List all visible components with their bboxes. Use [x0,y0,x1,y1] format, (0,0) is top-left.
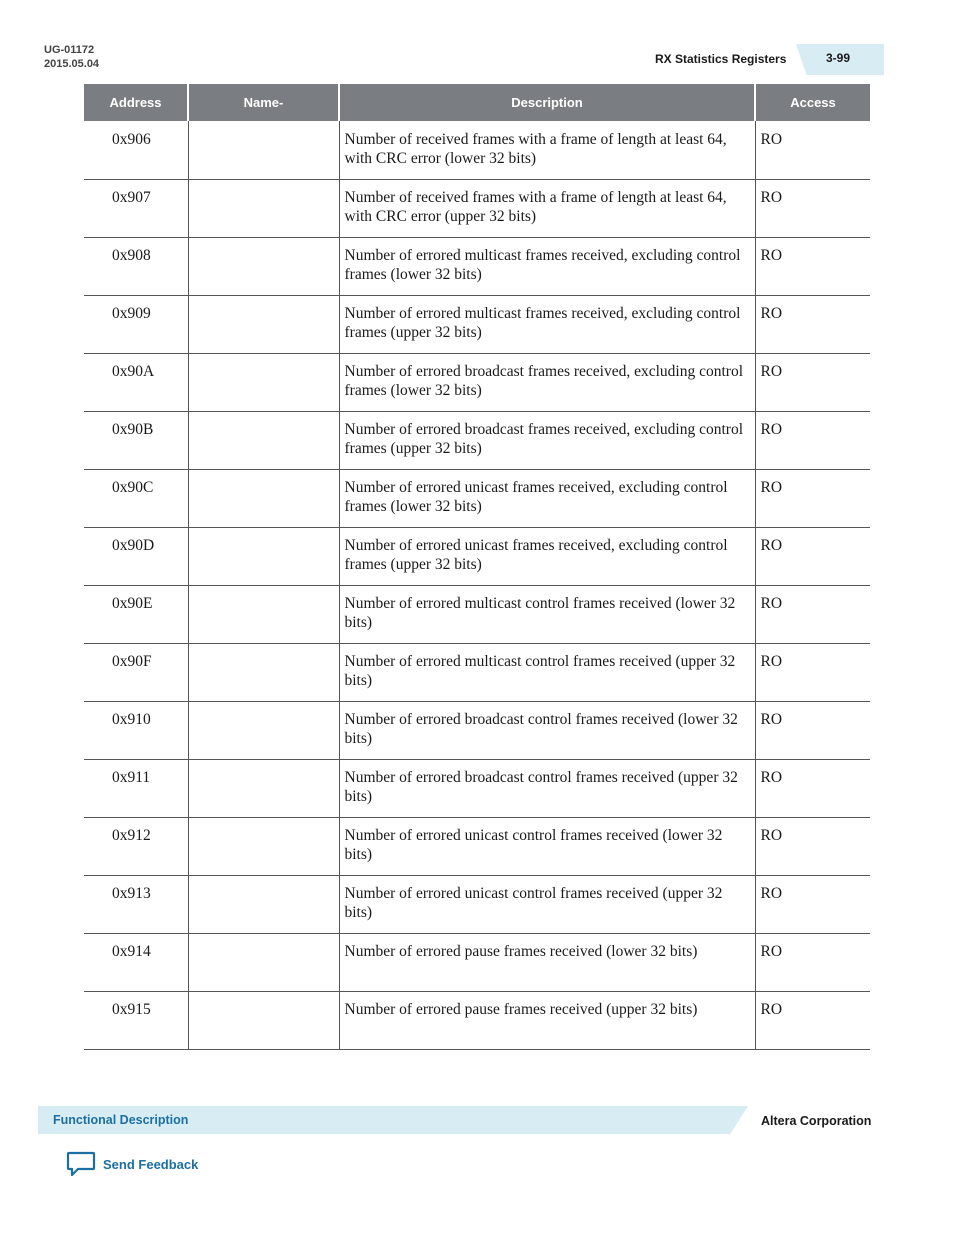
send-feedback-label: Send Feedback [103,1157,199,1172]
table-row [84,527,870,585]
cell-address: 0x90B [84,411,188,469]
register-table [84,84,870,1050]
column-header-description: Description [339,84,755,121]
send-feedback-link[interactable] [66,1150,198,1183]
cell-access: RO [755,237,870,295]
cell-address: 0x90C [84,469,188,527]
table-row [84,411,870,469]
cell-name [188,353,339,411]
doc-identifier [44,43,99,71]
table-row [84,353,870,411]
cell-access: RO [755,701,870,759]
cell-address: 0x914 [84,933,188,991]
cell-access: RO [755,179,870,237]
cell-name [188,527,339,585]
table-row [84,875,870,933]
doc-date: 2015.05.04 [44,58,100,70]
cell-name [188,643,339,701]
cell-address: 0x911 [84,759,188,817]
cell-description: Number of received frames with a frame of length at least 64, with CRC error (upper 32 bits) [339,179,755,237]
cell-access: RO [755,121,870,179]
cell-name [188,121,339,179]
table-row [84,121,870,179]
cell-access: RO [755,991,870,1049]
cell-address: 0x90F [84,643,188,701]
table-row [84,991,870,1049]
cell-address: 0x90D [84,527,188,585]
cell-description: Number of errored multicast frames received, excluding control frames (upper 32 bits) [339,295,755,353]
cell-description: Number of errored unicast control frames received (upper 32 bits) [339,875,755,933]
table-row [84,469,870,527]
cell-name [188,295,339,353]
cell-name [188,411,339,469]
cell-address: 0x910 [84,701,188,759]
cell-access: RO [755,527,870,585]
section-title: RX Statistics Registers [655,52,787,66]
cell-address: 0x912 [84,817,188,875]
cell-name [188,759,339,817]
cell-name [188,179,339,237]
cell-access: RO [755,875,870,933]
footer-section-link[interactable]: Functional Description [53,1113,189,1127]
cell-address: 0x915 [84,991,188,1049]
cell-description: Number of errored broadcast frames received, excluding control frames (upper 32 bits) [339,411,755,469]
cell-access: RO [755,817,870,875]
table-row [84,585,870,643]
cell-access: RO [755,353,870,411]
cell-description: Number of errored broadcast control frames received (lower 32 bits) [339,701,755,759]
cell-description: Number of errored unicast frames received, excluding control frames (lower 32 bits) [339,469,755,527]
cell-description: Number of errored unicast control frames received (lower 32 bits) [339,817,755,875]
table-row [84,179,870,237]
cell-description: Number of errored pause frames received (lower 32 bits) [339,933,755,991]
column-header-access: Access [755,84,870,121]
cell-description: Number of errored pause frames received (upper 32 bits) [339,991,755,1049]
cell-name [188,469,339,527]
cell-description: Number of errored multicast control frames received (lower 32 bits) [339,585,755,643]
cell-address: 0x907 [84,179,188,237]
table-row [84,295,870,353]
cell-name [188,875,339,933]
table-row [84,759,870,817]
speech-bubble-icon [66,1150,96,1183]
cell-access: RO [755,411,870,469]
cell-address: 0x906 [84,121,188,179]
cell-name [188,701,339,759]
cell-address: 0x90E [84,585,188,643]
cell-name [188,817,339,875]
table-row [84,701,870,759]
cell-access: RO [755,933,870,991]
table-body [84,121,870,1049]
table-header-row [84,84,870,121]
cell-description: Number of errored multicast control frames received (upper 32 bits) [339,643,755,701]
cell-name [188,237,339,295]
cell-address: 0x908 [84,237,188,295]
cell-access: RO [755,643,870,701]
page-number: 3-99 [826,51,851,65]
cell-address: 0x909 [84,295,188,353]
cell-description: Number of errored broadcast frames received, excluding control frames (lower 32 bits) [339,353,755,411]
column-header-address: Address [84,84,188,121]
table-row [84,817,870,875]
cell-access: RO [755,295,870,353]
cell-name [188,933,339,991]
table-row [84,643,870,701]
cell-address: 0x90A [84,353,188,411]
cell-description: Number of errored broadcast control frames received (upper 32 bits) [339,759,755,817]
cell-description: Number of received frames with a frame of length at least 64, with CRC error (lower 32 bits) [339,121,755,179]
cell-access: RO [755,585,870,643]
footer-company: Altera Corporation [761,1114,872,1128]
table-row [84,933,870,991]
cell-description: Number of errored unicast frames received, excluding control frames (upper 32 bits) [339,527,755,585]
table-row [84,237,870,295]
cell-access: RO [755,759,870,817]
cell-address: 0x913 [84,875,188,933]
doc-id: UG-01172 [44,44,95,56]
cell-name [188,991,339,1049]
cell-description: Number of errored multicast frames received, excluding control frames (lower 32 bits) [339,237,755,295]
column-header-name: Name- [188,84,339,121]
cell-name [188,585,339,643]
cell-access: RO [755,469,870,527]
